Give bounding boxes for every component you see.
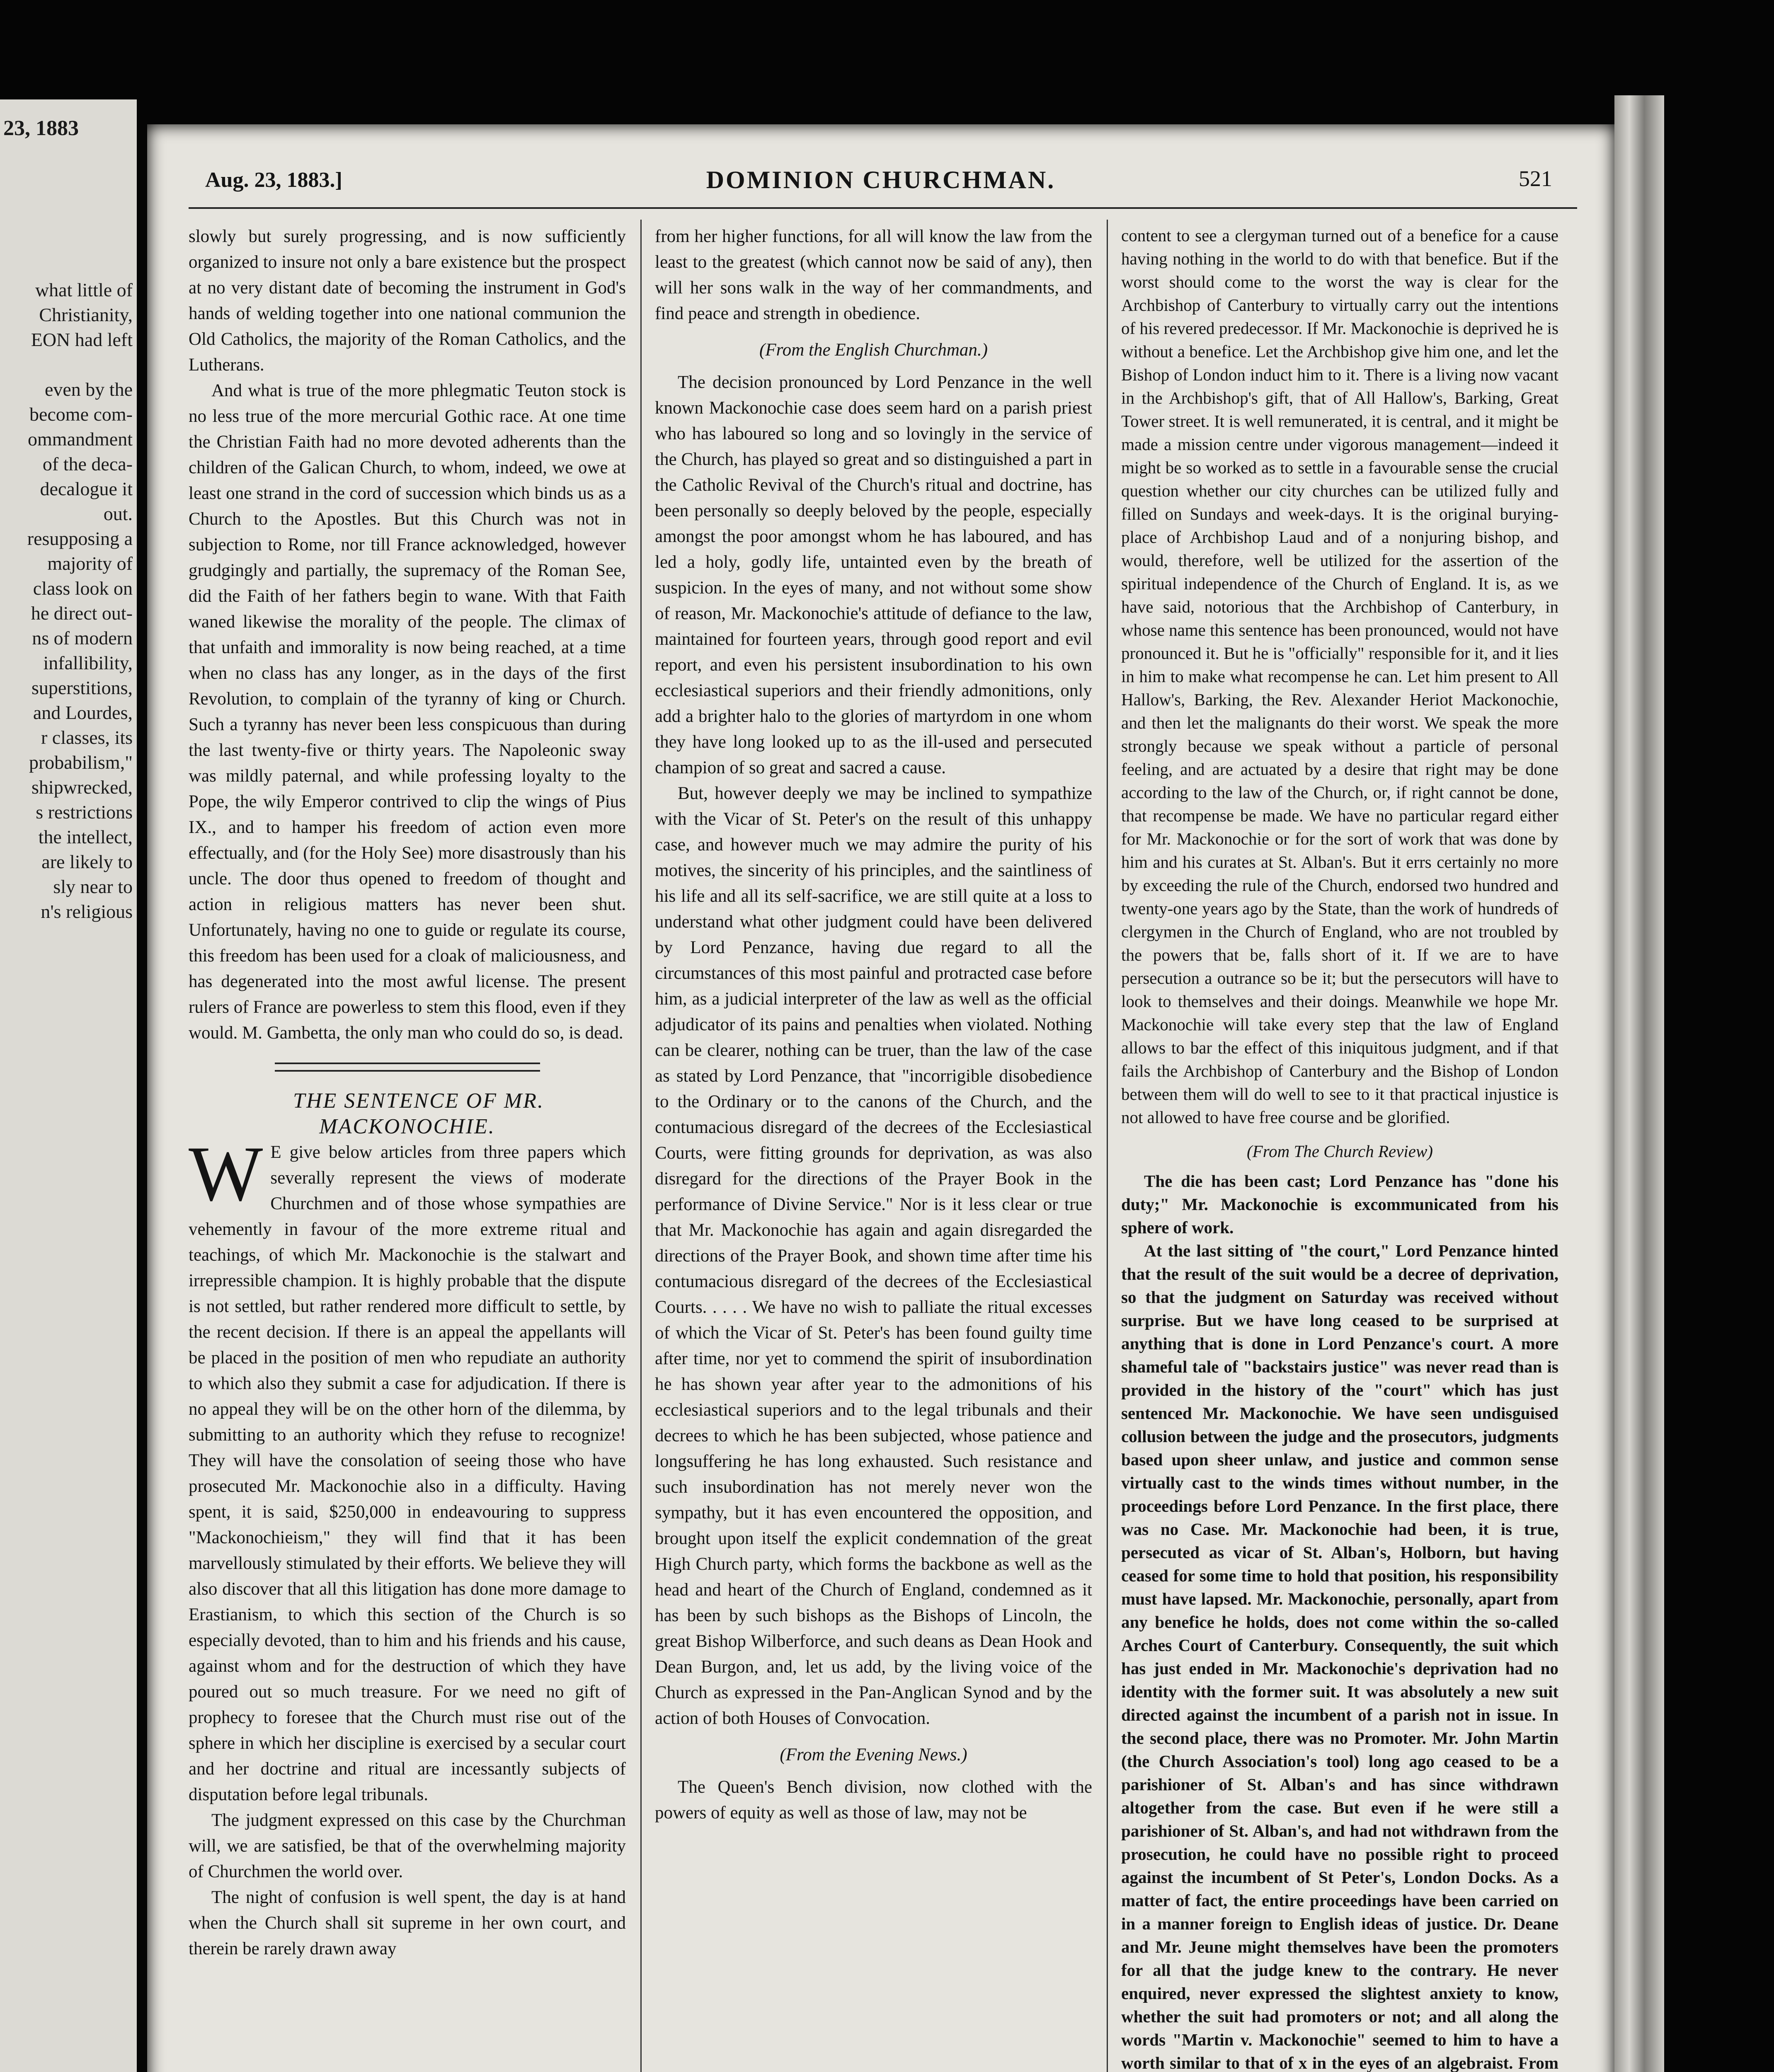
facing-page-line: what little of xyxy=(35,279,133,300)
facing-page-line: even by the xyxy=(44,379,133,400)
column-3 xyxy=(1121,224,1558,2072)
facing-page-line: become com- xyxy=(29,404,133,425)
facing-page-line: n's religious xyxy=(41,901,133,922)
source-attribution: (From the Evening News.) xyxy=(780,1745,967,1765)
paragraph: from her higher functions, for all will know the law from the least to the greatest (which cannot now be said of any), then will her sons walk in the way of her commandments, and find peace and strength in obedience. xyxy=(655,227,1092,323)
column-divider xyxy=(640,220,642,2072)
source-attribution: (From the English Churchman.) xyxy=(759,340,988,360)
drop-cap: W xyxy=(189,1130,263,1218)
facing-page-line: of the deca- xyxy=(42,453,133,474)
paragraph: But, however deeply we may be inclined to sympathize with the Vicar of St. Peter's on the result of this unhappy case, and however much we may admire the purity of his motives, the sincerity of his principles, and the saintliness of his life and all its self-sacrifice, we are still quite at a loss to understand what other judgment could have been delivered by Lord Penzance, having due regard to all the circumstances of this most painful and protracted case before him, as a judicial interpreter of the law as well as the official adjudicator of its pains and penalties when violated. Nothing can be clearer, nothing can be truer, than the law of the case as stated by Lord Penzance, that "incorrigible disobedience to the Ordinary or to the canons of the Church, and the contumacious disregard of the decrees of the Ecclesiastical Courts, were fitting grounds for deprivation, as was also disregard for the directions of the Prayer Book in the performance of Divine Service." Nor is it less clear or true that Mr. Mackonochie has again and again disregarded the directions of the Prayer Book, and shown time after time his contumacious disregard of the decrees of the Ecclesiastical Courts. . . . . We have no wish to palliate the ritual excesses of which the Vicar of St. Peter's has been found guilty time after time, nor yet to commend the spirit of insubordination he has shown year after year to the admonitions of his ecclesiastical superiors and to the legal tribunals and their decrees to which he has been subjected, whose patience and longsuffering he has long exhausted. Such resistance and such insubordination has not merely never won the sympathy, but it has even encountered the opposition, and brought upon itself the explicit condemnation of the great High Church party, which forms the backbone as well as the head and heart of the Church of England, condemned as it has been by such bishops as the Bishops of Lincoln, the great Bishop Wilberforce, and such deans as Dean Hook and Dean Burgon, and, let us add, by the living voice of the Church as expressed in the Pan-Anglican Synod and by the action of both Houses of Convocation. xyxy=(655,784,1092,1728)
paragraph: The judgment expressed on this case by the Churchman will, we are satisfied, be that of the overwhelming majority of Churchmen the world over. xyxy=(189,1811,626,1881)
paragraph: The decision pronounced by Lord Penzance in the well known Mackonochie case does seem hard on a parish priest who has laboured so long and so lovingly in the service of the Church, has played so great and so distinguished a part in the Catholic Revival of the Church's ritual and doctrine, has been personally so deeply beloved by the people, especially amongst the poor amongst whom he has laboured, and has led a holy, godly life, untainted even by the breath of suspicion. In the eyes of many, and not without some show of reason, Mr. Mackonochie's attitude of defiance to the law, maintained for fourteen years, through good report and evil report, and even his persistent insubordination to his own ecclesiastical superiors and their friendly admonitions, only add a brighter halo to the glories of martyrdom in one whom they have long looked up to as the ill-used and persecuted champion of so great and sacred a cause. xyxy=(655,373,1092,777)
facing-page-line: majority of xyxy=(47,553,133,574)
facing-page-line: probabilism," xyxy=(29,752,133,773)
paragraph: content to see a clergyman turned out of a benefice for a cause having nothing in the world to do with that benefice. But if the worst should come to the worst the way is clear for the Archbishop of Canterbury to virtually carry out the intentions of his revered predecessor. If Mr. Mackonochie is deprived he is without a benefice. Let the Archbishop give him one, and let the Bishop of London induct him to it. There is a living now vacant in the Archbishop's gift, that of All Hallow's, Barking, Great Tower street. It is well remunerated, it is central, and it might be made a mission centre under vigorous management—indeed it might be so worked as to settle in a favourable sense the crucial question whether our city churches can be utilized fully and filled on Sundays and week-days. It is the original burying-place of Archbishop Laud and of a nonjuring bishop, and would, therefore, well be utilized for the assertion of the spiritual independence of the Church of England. It is, as we have said, notorious that the Archbishop of Canterbury, in whose name this sentence has been pronounced, would not have pronounced it. But he is "officially" responsible for it, and it lies in him to make what recompense he can. Let him present to All Hallow's, Barking, the Rev. Alexander Heriot Mackonochie, and then let the malignants do their worst. We speak the more strongly because we speak without a particle of personal feeling, and are actuated by a desire that right may be done according to the law of the Church, or, if right cannot be done, that recompense be made. We have no particular regard either for Mr. Mackonochie or for the sort of work that was done by him and his curates at St. Alban's. But it errs certainly no more by exceeding the rule of the Church, endorsed two hundred and twenty-one years ago by the State, than the work of hundreds of clergymen in the Church of England, who are not troubled by the powers that be, falls short of it. If we are to have persecution a outrance so be it; but the persecutors will have to look to themselves and their doings. Meanwhile we hope Mr. Mackonochie will take every step that the law of England allows to bar the effect of this iniquitous judgment, and if that fails the Archbishop of Canterbury and the Bishop of London between them will do well to see to it that practical injustice is not allowed to have free course and be glorified. xyxy=(1121,226,1558,1127)
column-divider xyxy=(1107,220,1108,2072)
facing-page-line: resupposing a xyxy=(27,528,133,549)
facing-page-date: 23, 1883 xyxy=(3,116,79,140)
facing-page-line: r classes, its xyxy=(41,727,133,748)
header-rule xyxy=(189,207,1577,209)
facing-page-line: sly near to xyxy=(53,876,133,897)
facing-page-line: EON had left xyxy=(31,329,133,350)
page-edge xyxy=(1614,95,1664,2072)
paragraph: The Queen's Bench division, now clothed with the powers of equity as well as those of law, may not be xyxy=(655,1777,1092,1823)
facing-page-line: infallibility, xyxy=(43,652,133,673)
issue-date: Aug. 23, 1883.] xyxy=(205,168,342,192)
facing-page-line: shipwrecked, xyxy=(32,777,133,798)
column-1 xyxy=(189,224,626,2072)
page-number: 521 xyxy=(1519,166,1552,191)
source-attribution: (From The Church Review) xyxy=(1247,1142,1433,1161)
facing-page-line: the intellect, xyxy=(38,826,133,847)
section-separator xyxy=(275,1063,540,1072)
facing-page-line: decalogue it xyxy=(40,478,133,499)
facing-page-line: class look on xyxy=(33,578,133,599)
paragraph: And what is true of the more phlegmatic Teuton stock is no less true of the more mercurial Gothic race. At one time the Christian Faith had no more devoted adherents than the children of the Galican Church, to whom, indeed, we owe at least one strand in the cord of succession which binds us as a Church to the Apostles. But this Church was not in subjection to Rome, nor till France acknowledged, however grudgingly and partially, the supremacy of the Roman See, did the Faith of her fathers begin to wane. With that Faith waned likewise the morality of the people. The climax of that unfaith and immorality is now being reached, at a time when no class has any longer, as in the days of the first Revolution, to complain of the tyranny of king or Church. Such a tyranny has never been less conspicuous than during the last twenty-five or thirty years. The Napoleonic sway was mildly paternal, and while professing loyalty to the Pope, the wily Emperor contrived to clip the wings of Pius IX., and to hamper his freedom of action even more effectually, and (for the Holy See) more disastrously than his uncle. The door thus opened to freedom of thought and action in religious matters has never been shut. Unfortunately, having no one to guide or regulate its course, this freedom has been used for a cloak of maliciousness, and has degenerated into the most awful license. The present rulers of France are powerless to stem this flood, even if they would. M. Gambetta, the only man who could do so, is dead. xyxy=(189,381,626,1043)
newspaper-page xyxy=(147,124,1614,2072)
paragraph: At the last sitting of "the court," Lord Penzance hinted that the result of the suit would be a decree of deprivation, so that the judgment on Saturday was received without surprise. But we have long ceased to be surprised at anything that is done in Lord Penzance's court. A more shameful tale of "backstairs justice" was never read than is provided in the history of the "court" which has just sentenced Mr. Mackonochie. We have seen undisguised collusion between the judge and the prosecutors, judgments based upon sheer unlaw, and justice and common sense virtually cast to the winds times without number, in the proceedings before Lord Penzance. In the first place, there was no Case. Mr. Mackonochie had been, it is true, persecuted as vicar of St. Alban's, Holborn, but having ceased for some time to hold that position, his responsibility must have lapsed. Mr. Mackonochie, personally, apart from any benefice he holds, does not come within the so-called Arches Court of Canterbury. Consequently, the suit which has just ended in Mr. Mackonochie's deprivation had no identity with the former suit. It was absolutely a new suit directed against the incumbent of a parish not in issue. In the second place, there was no Promoter. Mr. John Martin (the Church Association's tool) long ago ceased to be a parishioner of St. Alban's and has since withdrawn altogether from the case. But even if he were still a parishioner of St. Alban's, and had not withdrawn from the prosecution, he could have no possible right to proceed against the incumbent of St Peter's, London Docks. As a matter of fact, the entire proceedings have been carried on in a manner foreign to English ideas of justice. Dr. Deane and Mr. Jeune might themselves have been the promoters for all that the judge knew to the contrary. He never enquired, never expressed the slightest anxiety to know, whether the suit had promoters or not; and all along the words "Martin v. Mackonochie" seemed to him to have a worth similar to that of x in the eyes of an algebraist. From xyxy=(1121,1241,1558,2072)
facing-page-line: and Lourdes, xyxy=(33,702,133,723)
facing-page-line: he direct out- xyxy=(31,603,133,624)
facing-page-line: superstitions, xyxy=(31,677,133,698)
facing-page-strip xyxy=(0,99,137,2072)
facing-page-line: are likely to xyxy=(41,851,133,872)
facing-page-line: Christianity, xyxy=(39,304,133,325)
paragraph: The night of confusion is well spent, the day is at hand when the Church shall sit supreme in her own court, and therein be rarely drawn away xyxy=(189,1888,626,1958)
facing-page-line: out. xyxy=(103,503,133,524)
column-2 xyxy=(655,224,1092,2072)
facing-page-line: ommandment xyxy=(28,428,133,450)
facing-page-line: ns of modern xyxy=(32,627,133,649)
paragraph: W E give below articles from three papers which severally represent the views of moderate Churchmen and of those whose sympathies are vehemently in favour of the more extreme ritual and teachings, of which Mr. Mackonochie is the stalwart and irrepressible champion. It is highly probable that the dispute is not settled, but rather rendered more difficult to settle, by the recent decision. If there is an appeal the appellants will be placed in the position of men who repudiate an authority to which also they submit a case for adjudication. If there is no appeal they will be on the other horn of the dilemma, by submitting to an authority which they refuse to recognize! They will have the consolation of seeing those who have prosecuted Mr. Mackonochie also in a difficulty. Having spent, it is said, $250,000 in endeavouring to suppress "Mackonochieism," they will find that it has been marvellously stimulated by their efforts. We believe they will also discover that all this litigation has done more damage to Erastianism, to which this section of the Church is so especially devoted, than to him and his friends and his cause, against whom and for the destruction of which they have poured out so much treasure. For we need no gift of prophecy to foresee that the Church must rise out of the sphere in which her discipline is exercised by a secular court and her doctrine and ritual are incessantly subjects of disputation before legal tribunals. xyxy=(189,1130,626,1804)
masthead-title: DOMINION CHURCHMAN. xyxy=(706,166,1056,194)
paragraph: slowly but surely progressing, and is now sufficiently organized to insure not only a bare existence but the prospect at no very distant date of becoming the instrument in God's hands of welding together into one national communion the Old Catholics, the majority of the Roman Catholics, and the Lutherans. xyxy=(189,227,626,375)
paragraph: The die has been cast; Lord Penzance has "done his duty;" Mr. Mackonochie is excommunicated from his sphere of work. xyxy=(1121,1172,1558,1237)
article-title: THE SENTENCE OF MR. MACKONOCHIE. xyxy=(293,1089,544,1138)
facing-page-line: s restrictions xyxy=(36,801,133,823)
page-header xyxy=(147,124,1614,199)
